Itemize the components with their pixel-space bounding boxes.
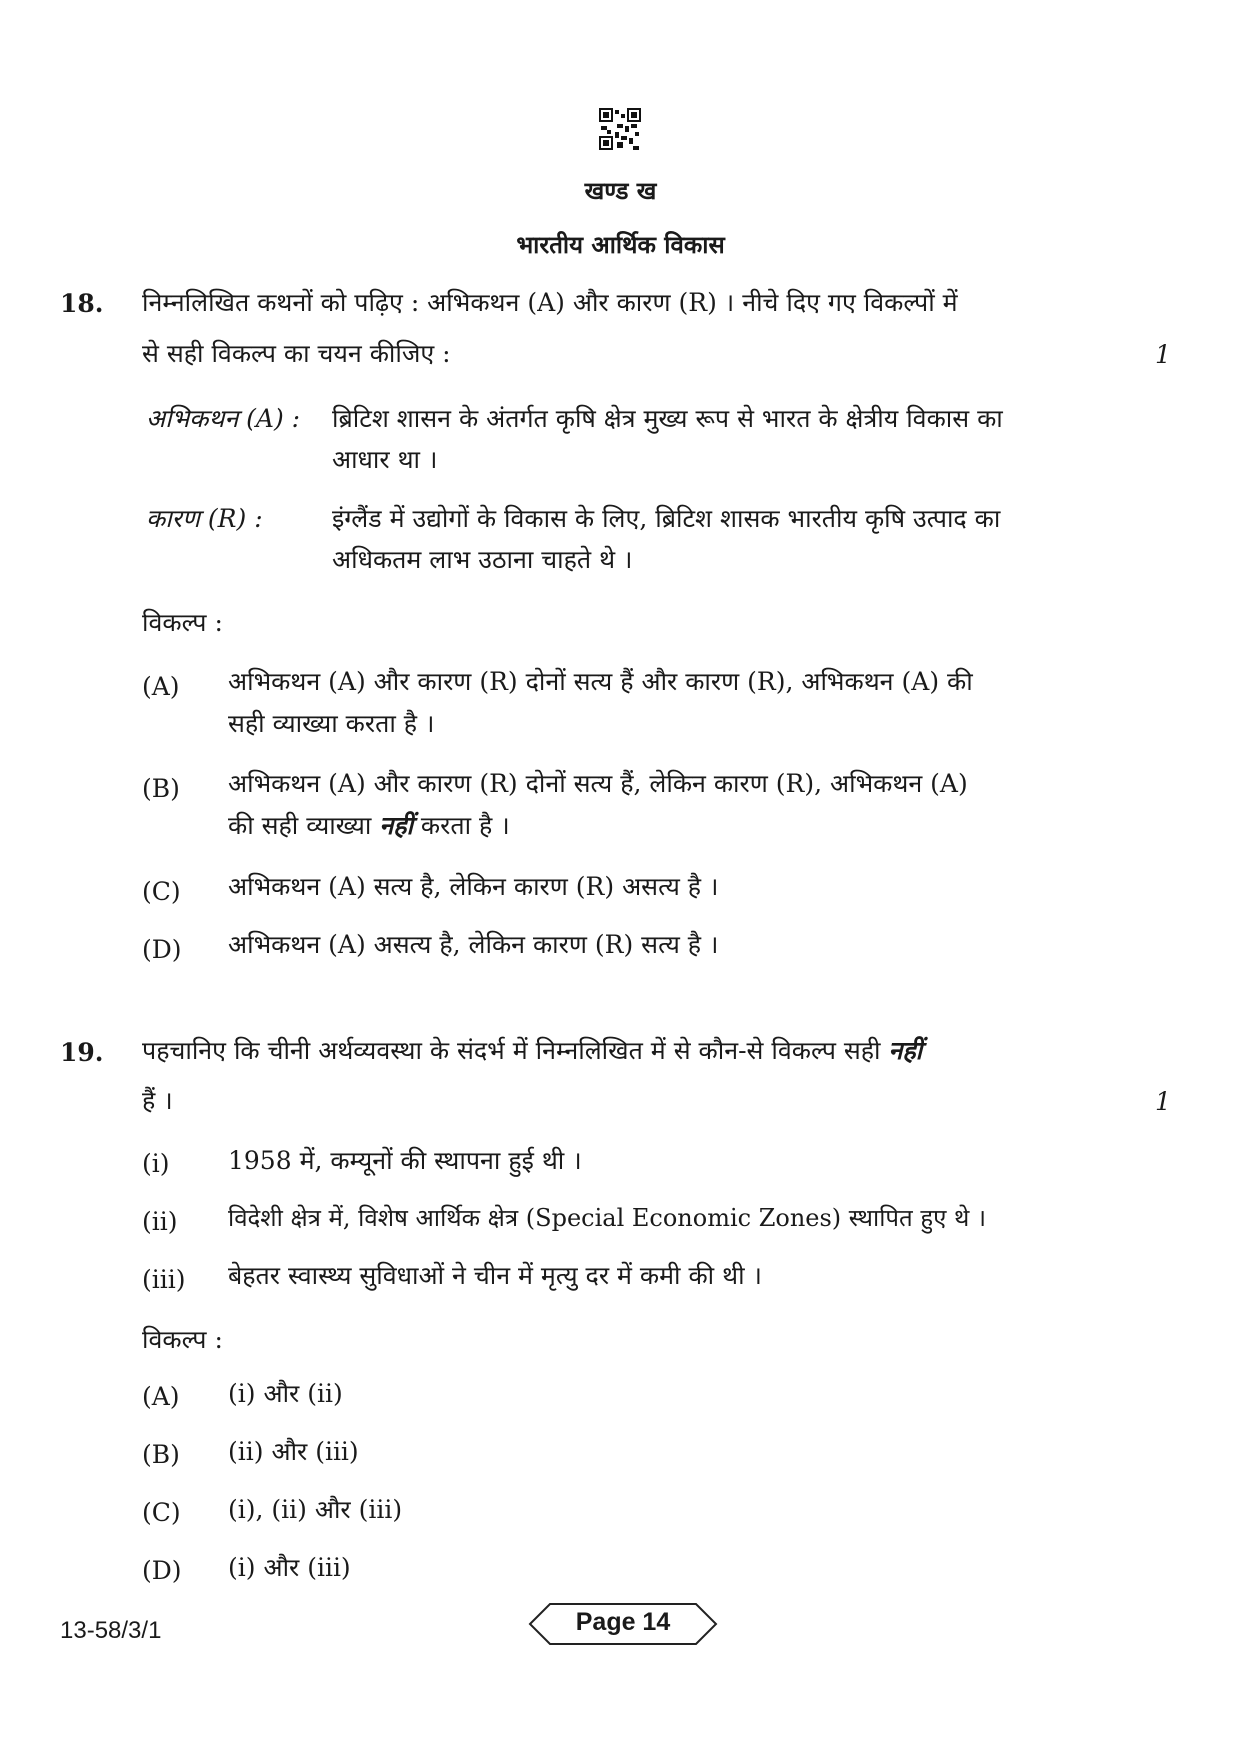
options-label: विकल्प :	[142, 1325, 223, 1354]
option-text-part: की सही व्याख्या	[228, 811, 372, 840]
option-text: अभिकथन (A) और कारण (R) दोनों सत्य हैं, लेकिन कारण (R), अभिकथन (A)	[228, 769, 968, 798]
option-key: (C)	[142, 877, 181, 906]
option-text: (ii) और (iii)	[228, 1437, 359, 1466]
options-label: विकल्प :	[142, 608, 223, 637]
question-text: निम्नलिखित कथनों को पढ़िए : अभिकथन (A) और कारण (R) । नीचे दिए गए विकल्पों में	[142, 288, 958, 317]
option-key: (A)	[142, 1382, 180, 1411]
option-text: अभिकथन (A) असत्य है, लेकिन कारण (R) सत्य है ।	[228, 930, 719, 959]
option-key: (C)	[142, 1498, 181, 1527]
marks: 1	[1155, 1087, 1171, 1116]
reason-text: अधिकतम लाभ उठाना चाहते थे ।	[332, 545, 633, 574]
option-text: (i) और (ii)	[228, 1379, 343, 1408]
option-key: (B)	[142, 1440, 180, 1469]
section-subtitle: भारतीय आर्थिक विकास	[516, 230, 725, 259]
option-key: (D)	[142, 1556, 182, 1585]
option-text	[228, 804, 510, 848]
reason-text: इंग्लैंड में उद्योगों के विकास के लिए, ब्रिटिश शासक भारतीय कृषि उत्पाद का	[332, 504, 1001, 533]
option-key: (A)	[142, 672, 180, 701]
marks: 1	[1155, 340, 1171, 369]
question-number: 18.	[60, 289, 104, 318]
section-title: खण्ड ख	[584, 176, 657, 205]
assertion-label: अभिकथन (A) :	[146, 404, 301, 433]
option-key: (D)	[142, 935, 182, 964]
option-text: सही व्याख्या करता है ।	[228, 709, 435, 738]
option-key: (B)	[142, 774, 180, 803]
question-text: हैं ।	[142, 1086, 173, 1115]
qr-code-icon	[599, 108, 641, 150]
statement-text: 1958 में, कम्यूनों की स्थापना हुई थी ।	[228, 1146, 582, 1175]
statement-text: बेहतर स्वास्थ्य सुविधाओं ने चीन में मृत्यु दर में कमी की थी ।	[228, 1261, 762, 1290]
question-number: 19.	[60, 1038, 104, 1067]
option-text: अभिकथन (A) और कारण (R) दोनों सत्य हैं और कारण (R), अभिकथन (A) की	[228, 667, 973, 696]
assertion-text: आधार था ।	[332, 445, 438, 474]
option-text: (i), (ii) और (iii)	[228, 1495, 403, 1524]
emphasis-text: नहीं	[379, 811, 413, 840]
page-number: Page 14	[575, 1608, 671, 1636]
paper-code: 13-58/3/1	[60, 1617, 162, 1644]
statement-key: (i)	[142, 1149, 170, 1178]
question-text	[142, 1029, 922, 1073]
option-text-part: करता है ।	[420, 811, 510, 840]
statement-text: विदेशी क्षेत्र में, विशेष आर्थिक क्षेत्र (Special Economic Zones) स्थापित हुए थे ।	[228, 1204, 987, 1232]
statement-key: (iii)	[142, 1265, 186, 1294]
option-text: (i) और (iii)	[228, 1553, 351, 1582]
question-text-part: पहचानिए कि चीनी अर्थव्यवस्था के संदर्भ में निम्नलिखित में से कौन-से विकल्प सही	[142, 1036, 881, 1065]
question-text: से सही विकल्प का चयन कीजिए :	[142, 339, 451, 368]
assertion-text: ब्रिटिश शासन के अंतर्गत कृषि क्षेत्र मुख्य रूप से भारत के क्षेत्रीय विकास का	[332, 404, 1003, 433]
option-text: अभिकथन (A) सत्य है, लेकिन कारण (R) असत्य है ।	[228, 872, 719, 901]
reason-label: कारण (R) :	[146, 504, 263, 533]
statement-key: (ii)	[142, 1207, 178, 1236]
emphasis-text: नहीं	[888, 1036, 923, 1065]
